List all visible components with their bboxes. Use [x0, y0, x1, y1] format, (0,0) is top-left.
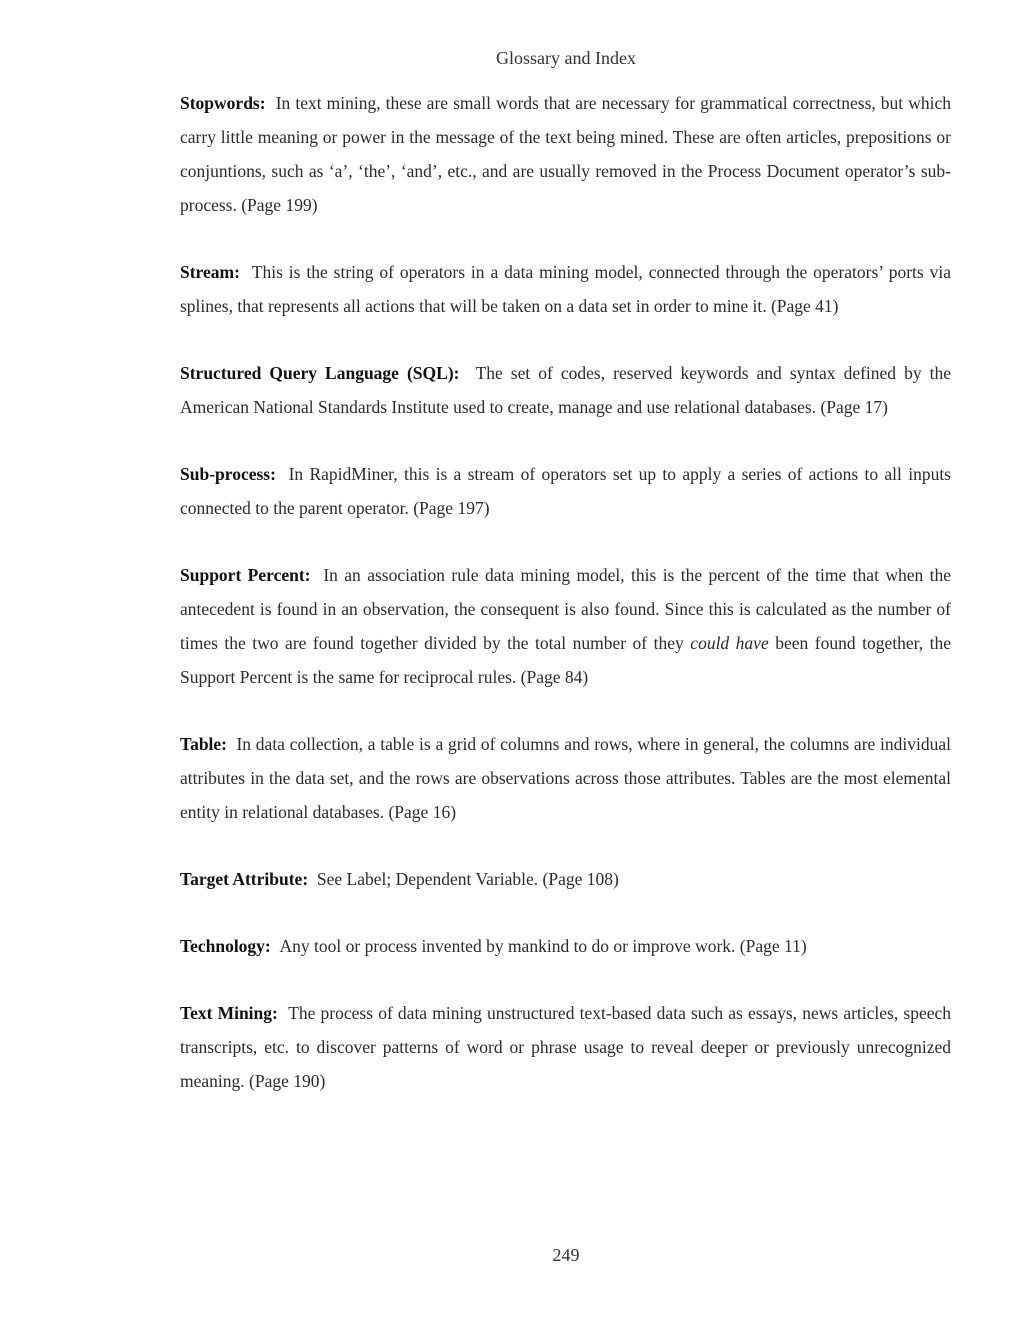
glossary-term: Support Percent:	[180, 565, 311, 585]
glossary-content	[180, 86, 951, 1131]
glossary-definition: In an association rule data mining model, this is the percent of the time that when the antecedent is found in an observation, the consequent is also found. Since this is calculated as the number of times the two are found together divided by the total number of they	[180, 565, 952, 653]
glossary-definition: The process of data mining unstructured text-based data such as essays, news articles, speech transcripts, etc. to discover patterns of word or phrase usage to reveal deeper or previously unrecognized meaning. (Page 190)	[180, 1003, 952, 1091]
glossary-definition: In RapidMiner, this is a stream of operators set up to apply a series of actions to all inputs connected to the parent operator. (Page 197)	[180, 464, 951, 518]
glossary-term: Target Attribute:	[180, 869, 309, 889]
glossary-entry-target-attribute	[180, 862, 951, 896]
glossary-term: Stopwords:	[180, 93, 266, 113]
glossary-definition-continued: been found together, the Support Percent is the same for reciprocal rules. (Page 84)	[180, 633, 952, 687]
glossary-definition-emphasis: could have	[690, 633, 769, 653]
glossary-term: Technology:	[180, 936, 271, 956]
page-number: 249	[552, 1245, 580, 1265]
glossary-entry-table	[180, 727, 951, 829]
glossary-entry-text-mining	[180, 996, 951, 1098]
glossary-term: Stream:	[180, 262, 240, 282]
glossary-definition: In data collection, a table is a grid of columns and rows, where in general, the columns are individual attributes in the data set, and the rows are observations across those attributes. Tables are the most elemental entity in relational databases. (Page 16)	[180, 734, 951, 822]
glossary-term: Table:	[180, 734, 228, 754]
glossary-definition: In text mining, these are small words that are necessary for grammatical correctness, but which carry little meaning or power in the message of the text being mined. These are often articles, prepositions or conjuntions, such as ‘a’, ‘the’, ‘and’, etc., and are usually removed in the Process Document operator’s sub-process. (Page 199)	[180, 93, 951, 215]
glossary-definition: The set of codes, reserved keywords and syntax defined by the American National Standards Institute used to create, manage and use relational databases. (Page 17)	[180, 363, 951, 417]
glossary-definition: See Label; Dependent Variable. (Page 108)	[316, 869, 619, 889]
glossary-term: Text Mining:	[180, 1003, 278, 1023]
glossary-entry-sql	[180, 356, 951, 424]
glossary-term: Structured Query Language (SQL):	[180, 363, 460, 383]
running-header: Glossary and Index	[496, 48, 636, 68]
glossary-definition: Any tool or process invented by mankind to do or improve work. (Page 11)	[279, 936, 807, 956]
glossary-definition: This is the string of operators in a data mining model, connected through the operators’ ports via splines, that represents all actions that will be taken on a data set in order to mine it. (Page 41)	[180, 262, 952, 316]
glossary-entry-technology	[180, 929, 951, 963]
glossary-entry-sub-process	[180, 457, 951, 525]
glossary-entry-stream	[180, 255, 951, 323]
glossary-term: Sub-process:	[180, 464, 276, 484]
glossary-entry-support-percent	[180, 558, 951, 694]
glossary-entry-stopwords	[180, 86, 951, 222]
